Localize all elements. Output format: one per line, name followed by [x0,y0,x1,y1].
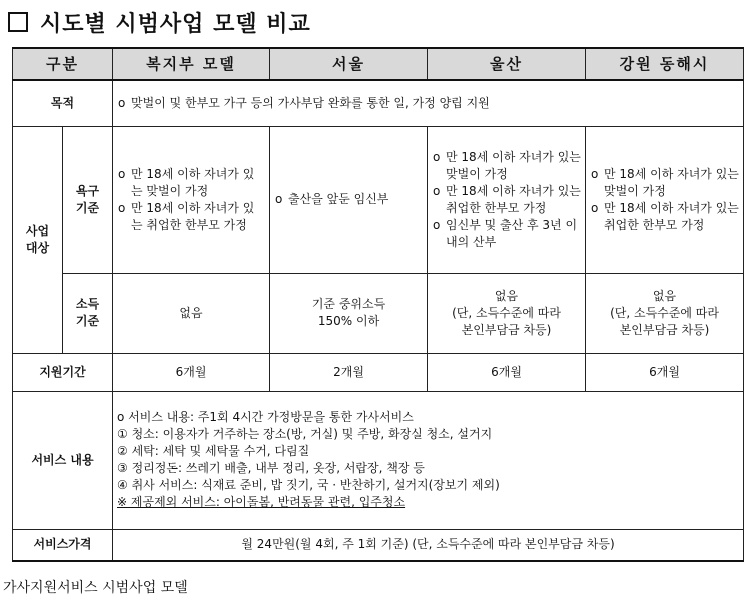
header-bokji: 복지부 모델 [113,48,270,80]
target-label [13,126,63,353]
page-title [8,6,311,38]
purpose-row [13,80,744,126]
income-donghae: 없음 (단, 소득수준에 따라 본인부담금 차등) [586,273,744,353]
service-line: ① 청소: 이용자가 거주하는 장소(방, 거실) 및 주방, 화장실 청소, 설거지 [117,427,493,441]
list-item: o 만 18세 이하 자녀가 있는 맞벌이 가정 [590,166,739,200]
income-seoul: 기준 중위소득 150% 이하 [270,273,428,353]
need-donghae [586,126,744,273]
service-content [113,391,744,529]
list-item: o 출산을 앞둔 임신부 [274,191,423,208]
list-item: o 만 18세 이하 자녀가 있는 맞벌이 가정 [117,166,265,200]
income-bokji: 없음 [113,273,270,353]
service-line: o 서비스 내용: 주1회 4시간 가정방문을 통한 가사서비스 [117,410,414,424]
header-ulsan: 울산 [428,48,586,80]
list-item: o 만 18세 이하 자녀가 있는 맞벌이 가정 [432,149,581,183]
list-item: o 만 18세 이하 자녀가 있는 취업한 한부모 가정 [432,183,581,217]
target-label-line2: 대상 [25,240,50,255]
need-bokji [113,126,270,273]
income-criteria-row [13,273,744,353]
service-line: ③ 정리정돈: 쓰레기 배출, 내부 정리, 옷장, 서랍장, 책장 등 [117,461,425,475]
price-label: 서비스가격 [13,529,113,561]
purpose-label: 목적 [13,80,113,126]
need-ulsan [428,126,586,273]
list-item: o 만 18세 이하 자녀가 있는 취업한 한부모 가정 [590,200,739,234]
period-bokji: 6개월 [113,353,270,391]
price-text: 월 24만원(월 4회, 주 1회 기준) (단, 소득수준에 따라 본인부담금 차등) [113,529,744,561]
list-item: o 임신부 및 출산 후 3년 이내의 산부 [432,217,581,251]
service-excluded: ※ 제공제외 서비스: 아이돌봄, 반려동물 관련, 입주청소 [117,495,406,509]
need-criteria-label: 욕구 기준 [63,126,113,273]
table-header-row [13,48,744,80]
purpose-text [113,80,744,126]
page-title-text: 시도별 시범사업 모델 비교 [40,11,311,37]
period-label: 지원기간 [13,353,113,391]
header-seoul: 서울 [270,48,428,80]
service-row [13,391,744,529]
image-caption: 가사지원서비스 시범사업 모델 [3,580,188,596]
list-item: o 만 18세 이하 자녀가 있는 취업한 한부모 가정 [117,200,265,234]
period-donghae: 6개월 [586,353,744,391]
service-line: ④ 취사 서비스: 식재료 준비, 밥 짓기, 국 · 반찬하기, 설거지(장보기 제외) [117,478,500,492]
checkbox-square-icon [8,12,28,32]
header-donghae: 강원 동해시 [586,48,744,80]
period-row [13,353,744,391]
income-ulsan: 없음 (단, 소득수준에 따라 본인부담금 차등) [428,273,586,353]
service-line: ② 세탁: 세탁 및 세탁물 수거, 다림질 [117,444,310,458]
purpose-bullet: o 맞벌이 및 한부모 가구 등의 가사부담 완화를 통한 일, 가정 양립 지원 [117,95,739,112]
need-seoul [270,126,428,273]
header-category: 구분 [13,48,113,80]
target-label-line1: 사업 [25,223,50,238]
comparison-table [12,47,744,562]
price-row [13,529,744,561]
service-label: 서비스 내용 [13,391,113,529]
period-ulsan: 6개월 [428,353,586,391]
period-seoul: 2개월 [270,353,428,391]
need-criteria-row [13,126,744,273]
income-criteria-label: 소득 기준 [63,273,113,353]
